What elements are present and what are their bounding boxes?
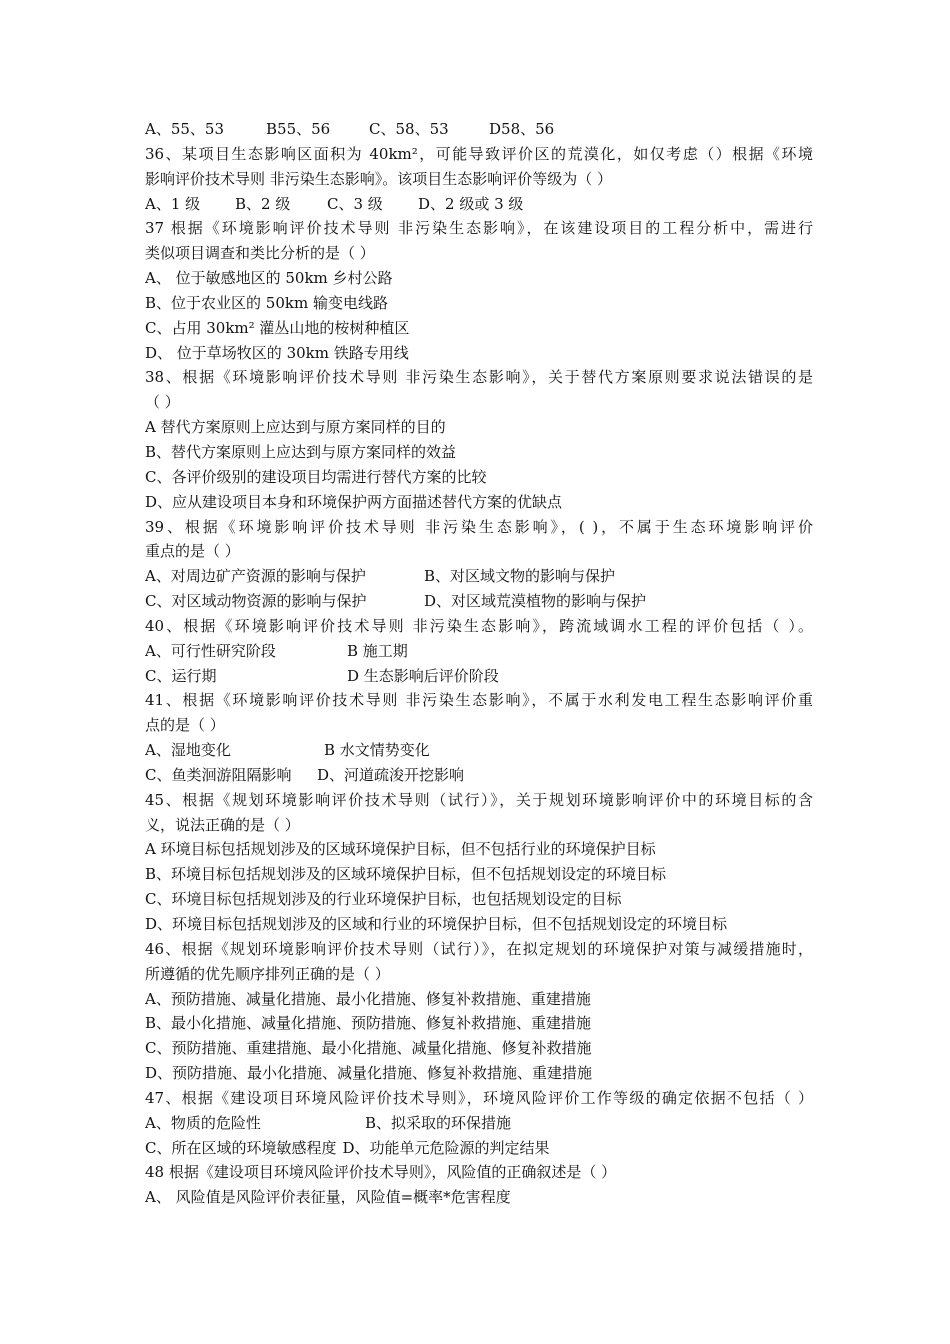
question-40-options-row-1 — [145, 639, 813, 664]
document-body — [145, 117, 813, 1210]
question-38-stem-line-1: 38、根据《环境影响评价技术导则 非污染生态影响》，关于替代方案原则要求说法错误的是 — [145, 368, 813, 387]
question-36-options — [145, 192, 813, 217]
question-38-option-d: D、应从建设项目本身和环境保护两方面描述替代方案的优缺点 — [145, 492, 563, 511]
question-40-options-row-2 — [145, 664, 813, 689]
question-38-option-a: A 替代方案原则上应达到与原方案同样的目的 — [145, 418, 446, 437]
question-38-stem-line-2: （ ） — [145, 393, 180, 412]
option-b: B、拟采取的环保措施 — [365, 1113, 512, 1132]
question-48-option-a: A、 风险值是风险评价表征量，风险值=概率*危害程度 — [145, 1188, 511, 1207]
option-d: D 生态影响后评价阶段 — [347, 666, 499, 685]
question-45-stem-line-2: 义，说法正确的是（ ） — [145, 815, 300, 834]
question-47-options-row-2 — [145, 1136, 813, 1161]
option-d: D、功能单元危险源的判定结果 — [342, 1138, 550, 1157]
question-37-option-d: D、 位于草场牧区的 30km 铁路专用线 — [145, 343, 409, 362]
option-d: D、河道疏浚开挖影响 — [317, 765, 465, 784]
option-b: B 水文情势变化 — [324, 741, 430, 760]
option-b: B、对区域文物的影响与保护 — [424, 567, 616, 586]
question-45-option-a: A 环境目标包括规划涉及的区域环境保护目标，但不包括行业的环境保护目标 — [145, 840, 656, 859]
question-46-stem-line-2: 所遵循的优先顺序排列正确的是（ ） — [145, 964, 390, 983]
question-36-stem-line-1: 36、某项目生态影响区面积为 40km²，可能导致评价区的荒漠化，如仅考虑（）根据《环境 — [145, 144, 813, 163]
option-c: C、所在区域的环境敏感程度 — [145, 1138, 337, 1157]
option-a: A、1 级 — [145, 194, 201, 213]
option-c: C、3 级 — [327, 194, 383, 213]
question-39-options-row-2 — [145, 589, 813, 614]
option-a: A、可行性研究阶段 — [145, 641, 276, 660]
question-45-option-c: C、环境目标包括规划涉及的行业环境保护目标，也包括规划设定的目标 — [145, 890, 622, 909]
question-38-option-b: B、替代方案原则上应达到与原方案同样的效益 — [145, 442, 457, 461]
option-b: B 施工期 — [347, 641, 408, 660]
question-41-options-row-2 — [145, 763, 813, 788]
question-47-options-row-1 — [145, 1111, 813, 1136]
option-a: A、物质的危险性 — [145, 1113, 261, 1132]
option-d: D、2 级或 3 级 — [418, 194, 524, 213]
option-b: B55、56 — [266, 120, 331, 138]
previous-question-options — [145, 117, 813, 142]
option-c: C、鱼类洄游阻隔影响 — [145, 765, 292, 784]
question-39-stem-line-2: 重点的是（ ） — [145, 542, 240, 561]
question-41-options-row-1 — [145, 738, 813, 763]
question-39-options-row-1 — [145, 564, 813, 589]
option-a: A、55、53 — [145, 120, 225, 138]
question-46-stem-line-1: 46、根据《规划环境影响评价技术导则（试行）》，在拟定规划的环境保护对策与减缓措施时， — [145, 939, 813, 958]
question-45-option-b: B、环境目标包括规划涉及的区域环境保护目标，但不包括规划设定的环境目标 — [145, 865, 667, 884]
question-46-option-d: D、预防措施、最小化措施、减量化措施、修复补救措施、重建措施 — [145, 1064, 593, 1083]
option-d: D58、56 — [489, 120, 555, 138]
question-46-option-c: C、预防措施、重建措施、最小化措施、减量化措施、修复补救措施 — [145, 1039, 592, 1058]
question-37-option-b: B、位于农业区的 50km 输变电线路 — [145, 293, 388, 312]
question-45-stem-line-1: 45、根据《规划环境影响评价技术导则（试行）》，关于规划环境影响评价中的环境目标的含 — [145, 790, 813, 809]
option-c: C、运行期 — [145, 666, 217, 685]
option-d: D、对区域荒漠植物的影响与保护 — [424, 592, 647, 611]
option-a: A、对周边矿产资源的影响与保护 — [145, 567, 366, 586]
question-40-stem: 40、根据《环境影响评价技术导则 非污染生态影响》，跨流域调水工程的评价包括（ ）。 — [145, 616, 813, 635]
question-37-stem-line-2: 类似项目调查和类比分析的是（ ） — [145, 244, 375, 263]
option-b: B、2 级 — [235, 194, 291, 213]
question-36-stem-line-2: 影响评价技术导则 非污染生态影响》。该项目生态影响评价等级为（ ） — [145, 169, 613, 188]
question-37-stem-line-1: 37 根据《环境影响评价技术导则 非污染生态影响》，在该建设项目的工程分析中，需进行 — [145, 219, 813, 238]
question-37-option-c: C、占用 30km² 灌丛山地的桉树种植区 — [145, 318, 410, 337]
question-41-stem-line-1: 41、根据《环境影响评价技术导则 非污染生态影响》，不属于水利发电工程生态影响评价重 — [145, 691, 813, 710]
question-45-option-d: D、环境目标包括规划涉及的区域和行业的环境保护目标，但不包括规划设定的环境目标 — [145, 915, 728, 933]
question-38-option-c: C、各评价级别的建设项目均需进行替代方案的比较 — [145, 467, 487, 486]
question-47-stem: 47、根据《建设项目环境风险评价技术导则》，环境风险评价工作等级的确定依据不包括（ ） — [145, 1088, 813, 1107]
question-46-option-b: B、最小化措施、减量化措施、预防措施、修复补救措施、重建措施 — [145, 1014, 592, 1033]
question-39-stem-line-1: 39、根据《环境影响评价技术导则 非污染生态影响》，( )，不属于生态环境影响评价 — [145, 517, 813, 536]
option-c: C、对区域动物资源的影响与保护 — [145, 592, 367, 611]
question-37-option-a: A、 位于敏感地区的 50km 乡村公路 — [145, 269, 393, 288]
option-c: C、58、53 — [369, 120, 449, 138]
question-46-option-a: A、预防措施、减量化措施、最小化措施、修复补救措施、重建措施 — [145, 989, 591, 1008]
option-a: A、湿地变化 — [145, 741, 231, 760]
question-41-stem-line-2: 点的是（ ） — [145, 716, 225, 735]
question-48-stem: 48 根据《建设项目环境风险评价技术导则》，风险值的正确叙述是（ ） — [145, 1163, 617, 1182]
